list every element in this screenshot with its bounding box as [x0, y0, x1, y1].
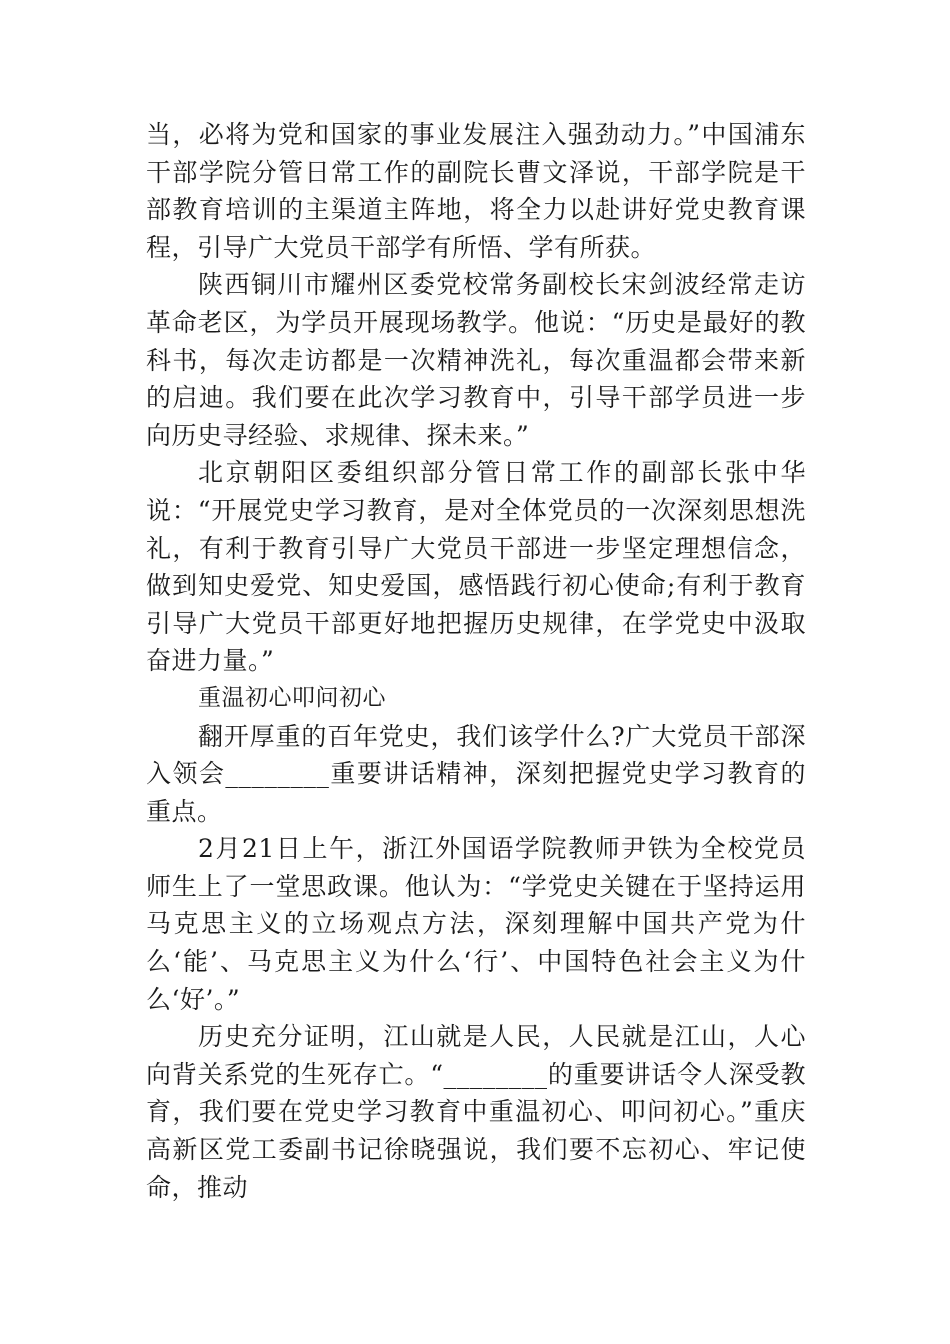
paragraph-4: 翻开厚重的百年党史，我们该学什么?广大党员干部深入领会________重要讲话精神，深刻把握党史学习教育的重点。	[146, 721, 806, 826]
section-heading: 重温初心叩问初心	[198, 684, 386, 711]
paragraph-2: 陕西铜川市耀州区委党校常务副校长宋剑波经常走访革命老区，为学员开展现场教学。他说：“历史是最好的教科书，每次走访都是一次精神洗礼，每次重温都会带来新的启迪。我们要在此次学习教育中，引导干部学员进一步向历史寻经验、求规律、探未来。”	[146, 270, 806, 450]
paragraph-3: 北京朝阳区委组织部分管日常工作的副部长张中华说：“开展党史学习教育，是对全体党员的一次深刻思想洗礼，有利于教育引导广大党员干部进一步坚定理想信念，做到知史爱党、知史爱国，感悟践行初心使命;有利于教育引导广大党员干部更好地把握历史规律，在学党史中汲取奋进力量。”	[146, 458, 806, 676]
document-page	[146, 116, 806, 1206]
paragraph-1: 当，必将为党和国家的事业发展注入强劲动力。”中国浦东干部学院分管日常工作的副院长曹文泽说，干部学院是干部教育培训的主渠道主阵地，将全力以赴讲好党史教育课程，引导广大党员干部学有所悟、学有所获。	[146, 120, 806, 262]
paragraph-6: 历史充分证明，江山就是人民，人民就是江山，人心向背关系党的生死存亡。“________的重要讲话令人深受教育，我们要在党史学习教育中重温初心、叩问初心。”重庆高新区党工委副书记徐晓强说，我们要不忘初心、牢记使命，推动	[146, 1022, 806, 1202]
paragraph-5: 2月21日上午，浙江外国语学院教师尹铁为全校党员师生上了一堂思政课。他认为：“学党史关键在于坚持运用马克思主义的立场观点方法，深刻理解中国共产党为什么‘能’、马克思主义为什么‘行’、中国特色社会主义为什么‘好’。”	[146, 834, 806, 1014]
